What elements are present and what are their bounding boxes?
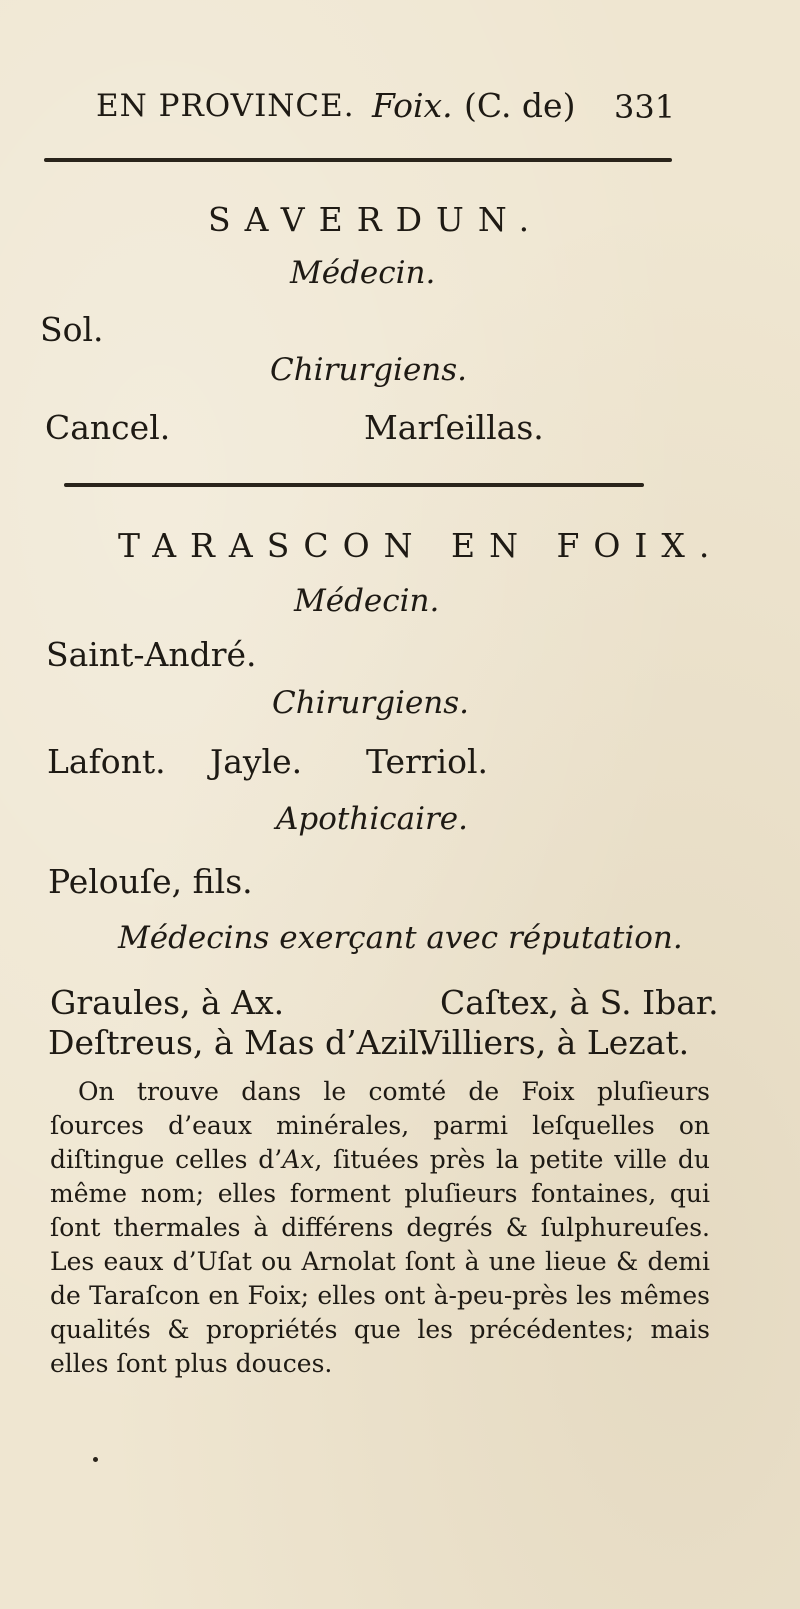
heading-chirurgiens-2: Chirurgiens. (272, 685, 470, 721)
header-rule (44, 158, 672, 162)
heading-chirurgiens: Chirurgiens. (270, 352, 468, 388)
name-saint-andre: Saint-André. (46, 635, 257, 674)
heading-apothicaire: Apothicaire. (276, 801, 469, 837)
running-header-left: EN PROVINCE. (96, 88, 355, 124)
name-jayle: Jayle. (210, 742, 303, 781)
paragraph-text-part1: On trouve dans le comté de Foix pluſieurs ſources d’eaux minérales, parmi leſquelles on diſtingue celles d’ (50, 1077, 710, 1174)
name-castex: Caſtex, à S. Ibar. (440, 983, 719, 1022)
section-title-tarascon: TARASCON EN FOIX. (118, 526, 724, 565)
name-graules: Graules, à Ax. (50, 983, 285, 1022)
body-paragraph (50, 1075, 710, 1381)
paragraph-text-part2: , ſituées près la petite ville du même nom; elles forment pluſieurs fontaines, qui ſont thermales à différens degrés & ſulphureuſes. Les eaux d’Uſat ou Arnolat ſont à une lieue & demi de Taraſcon en Foix; elles ont à-peu-près les mêmes qualités & propriétés que les précédentes; mais elles ſont plus douces. (50, 1145, 710, 1378)
name-sol: Sol. (40, 310, 104, 349)
heading-medecin-2: Médecin. (294, 583, 440, 619)
name-villiers: Villiers, à Lezat. (418, 1023, 690, 1062)
section-rule (64, 483, 644, 487)
ink-speck (93, 1457, 98, 1462)
name-cancel: Cancel. (45, 408, 171, 447)
name-terriol: Terriol. (366, 742, 488, 781)
name-marseillas: Marſeillas. (364, 408, 544, 447)
name-lafont: Lafont. (47, 742, 166, 781)
name-libelle-pelouse: Pelouſe, fils. (48, 862, 253, 901)
running-header-foix: Foix. (372, 86, 453, 125)
paragraph-ax: Ax (282, 1145, 315, 1174)
section-title-saverdun: SAVERDUN. (208, 200, 544, 239)
name-destreus: Deſtreus, à Mas d’Azil. (48, 1023, 430, 1062)
heading-medecin: Médecin. (290, 255, 436, 291)
heading-reputation: Médecins exerçant avec réputation. (118, 920, 683, 956)
page-number: 331 (614, 88, 676, 126)
running-header-comte: (C. de) (464, 86, 576, 125)
